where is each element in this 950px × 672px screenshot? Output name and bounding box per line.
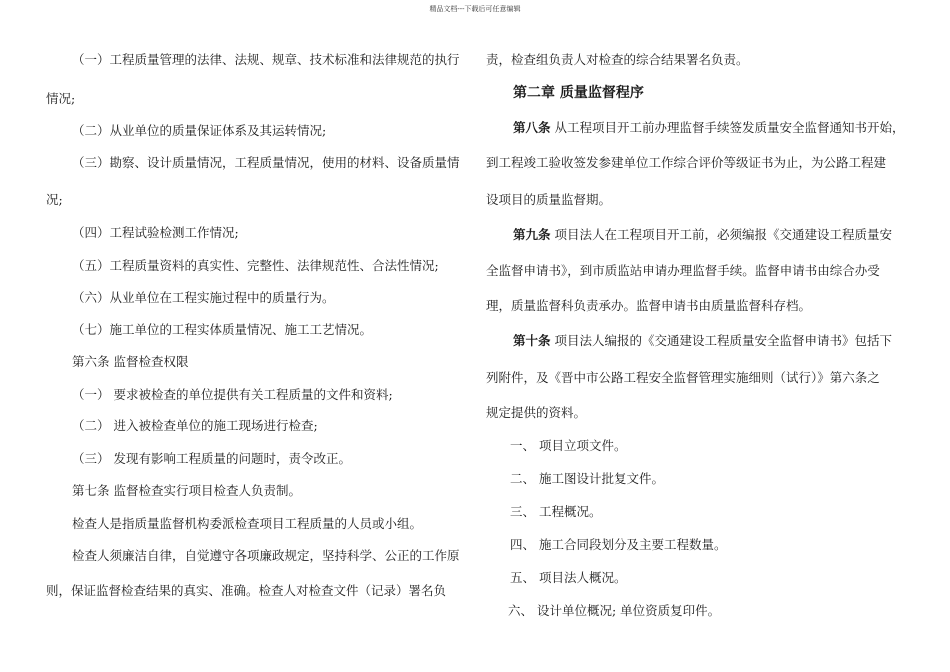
text-line: 情况; xyxy=(46,91,76,106)
text-line: 检查人是指质量监督机构委派检查项目工程质量的人员或小组。 xyxy=(72,516,423,531)
article-heading: 第七条 监督检查实行项目检查人负责制。 xyxy=(72,483,301,498)
article-9-line xyxy=(513,227,892,243)
text-line: 责，检查组负责人对检查的综合结果署名负责。 xyxy=(486,52,749,67)
text-line: （三）勘察、设计质量情况，工程质量情况，使用的材料、设备质量情 xyxy=(72,155,460,170)
page-header: 精品文档---下载后可任意编辑 xyxy=(429,5,521,13)
text-line: （五）工程质量资料的真实性、完整性、法律规范性、合法性情况; xyxy=(72,258,439,273)
text-line: 全监督申请书》，到市质监站申请办理监督手续。监督申请书由综合办受 xyxy=(486,263,880,278)
article-8-text: 从工程项目开工前办理监督手续签发质量安全监督通知书开始， xyxy=(550,120,905,135)
text-line: （七）施工单位的工程实体质量情况、施工工艺情况。 xyxy=(72,322,373,337)
article-heading: 第六条 监督检查权限 xyxy=(72,354,189,369)
text-line: 况; xyxy=(46,192,63,207)
list-item: 三、 工程概况。 xyxy=(510,504,602,519)
article-9-title: 第九条 xyxy=(513,227,551,242)
text-line: 检查人须廉洁自律，自觉遵守各项廉政规定，坚持科学、公正的工作原 xyxy=(72,548,460,563)
list-item: 一、 项目立项文件。 xyxy=(510,438,627,453)
text-line: （三） 发现有影响工程质量的问题时，责令改正。 xyxy=(72,451,351,466)
text-line: 设项目的质量监督期。 xyxy=(486,192,612,207)
text-line: （六）从业单位在工程实施过程中的质量行为。 xyxy=(72,290,335,305)
list-item: 二、 施工图设计批复文件。 xyxy=(510,471,664,486)
list-item: 五、 项目法人概况。 xyxy=(510,570,627,585)
text-line: （二） 进入被检查单位的施工现场进行检查; xyxy=(72,418,318,433)
text-line: （四）工程试验检测工作情况; xyxy=(72,225,239,240)
article-8-line xyxy=(513,120,905,136)
article-10-line xyxy=(513,333,892,349)
article-8-title: 第八条 xyxy=(513,120,551,135)
list-item: 六、 设计单位概况; 单位资质复印件。 xyxy=(508,603,721,618)
text-line: 列附件，及《晋中市公路工程安全监督管理实施细则（试行）》第六条之 xyxy=(486,370,880,385)
text-line: 到工程竣工验收签发参建单位工作综合评价等级证书为止，为公路工程建 xyxy=(486,155,887,170)
text-line: （一） 要求被检查的单位提供有关工程质量的文件和资料; xyxy=(72,387,393,402)
text-line: 规定提供的资料。 xyxy=(486,405,587,420)
chapter-title: 第二章 质量监督程序 xyxy=(513,85,644,101)
text-line: 则，保证监督检查结果的真实、准确。检查人对检查文件（记录）署名负 xyxy=(46,583,447,598)
list-item: 四、 施工合同段划分及主要工程数量。 xyxy=(510,537,727,552)
article-10-title: 第十条 xyxy=(513,333,551,348)
text-line: （二）从业单位的质量保证体系及其运转情况; xyxy=(72,123,327,138)
text-line: 理，质量监督科负责承办。监督申请书由质量监督科存档。 xyxy=(486,298,812,313)
article-10-text: 项目法人编报的《交通建设工程质量安全监督申请书》包括下 xyxy=(550,333,892,348)
text-line: （一）工程质量管理的法律、法规、规章、技术标准和法律规范的执行 xyxy=(72,52,460,67)
article-9-text: 项目法人在工程项目开工前，必须编报《交通建设工程质量安 xyxy=(550,227,892,242)
